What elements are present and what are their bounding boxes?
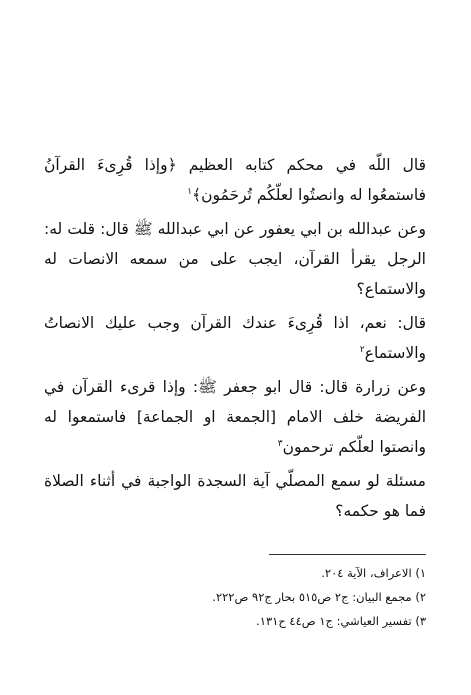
paragraph-issue [44, 466, 426, 526]
paragraph-text: وعن زرارة قال: قال ابو جعفر ﷺ: وإذا قرىء القرآن في الفريضة خلف الامام [الجمعة او الجماعة] فاستمعوا له وانصتوا لعلّكم ترحمون [44, 378, 426, 456]
paragraph-answer [44, 308, 426, 368]
paragraph-quran-verse [44, 150, 426, 210]
paragraph-text: قال: نعم، اذا قُرِىءَ عندك القرآن وجب عليك الانصاتُ والاستماع [44, 314, 426, 362]
footnotes [100, 561, 426, 633]
footnote-marker: ٢ [359, 344, 365, 355]
paragraph-text: مسئلة لو سمع المصلّي آية السجدة الواجبة في أثناء الصلاة فما هو حكمه؟ [44, 472, 426, 520]
footnote-1: ١) الاعراف، الآية ٢٠٤. [321, 566, 426, 580]
paragraph-text: قال اللّه في محكم كتابه العظيم ﴿وإذا قُرِىءَ القرآنُ فاستمعُوا له وانصتُوا لعلّكُم تُرحَمُون﴾ [44, 156, 426, 204]
paragraph-question [44, 214, 426, 304]
main-text [44, 150, 426, 530]
footnote-divider [269, 554, 426, 555]
footnote-marker: ١ [187, 186, 193, 197]
footnote-2: ٢) مجمع البيان: ج٢ ص٥١٥ بحار ج٩٢ ص٢٢٢. [212, 590, 426, 604]
footnote-marker: ٣ [277, 438, 283, 449]
footnote-3: ٣) تفسير العياشي: ج١ ص٤٤ ح١٣١. [256, 614, 426, 628]
paragraph-narration [44, 372, 426, 462]
paragraph-text: وعن عبدالله بن ابي يعفور عن ابي عبدالله ﷺ قال: قلت له: الرجل يقرأ القرآن، ايجب على من سمعه الانصات له والاستماع؟ [44, 220, 426, 298]
